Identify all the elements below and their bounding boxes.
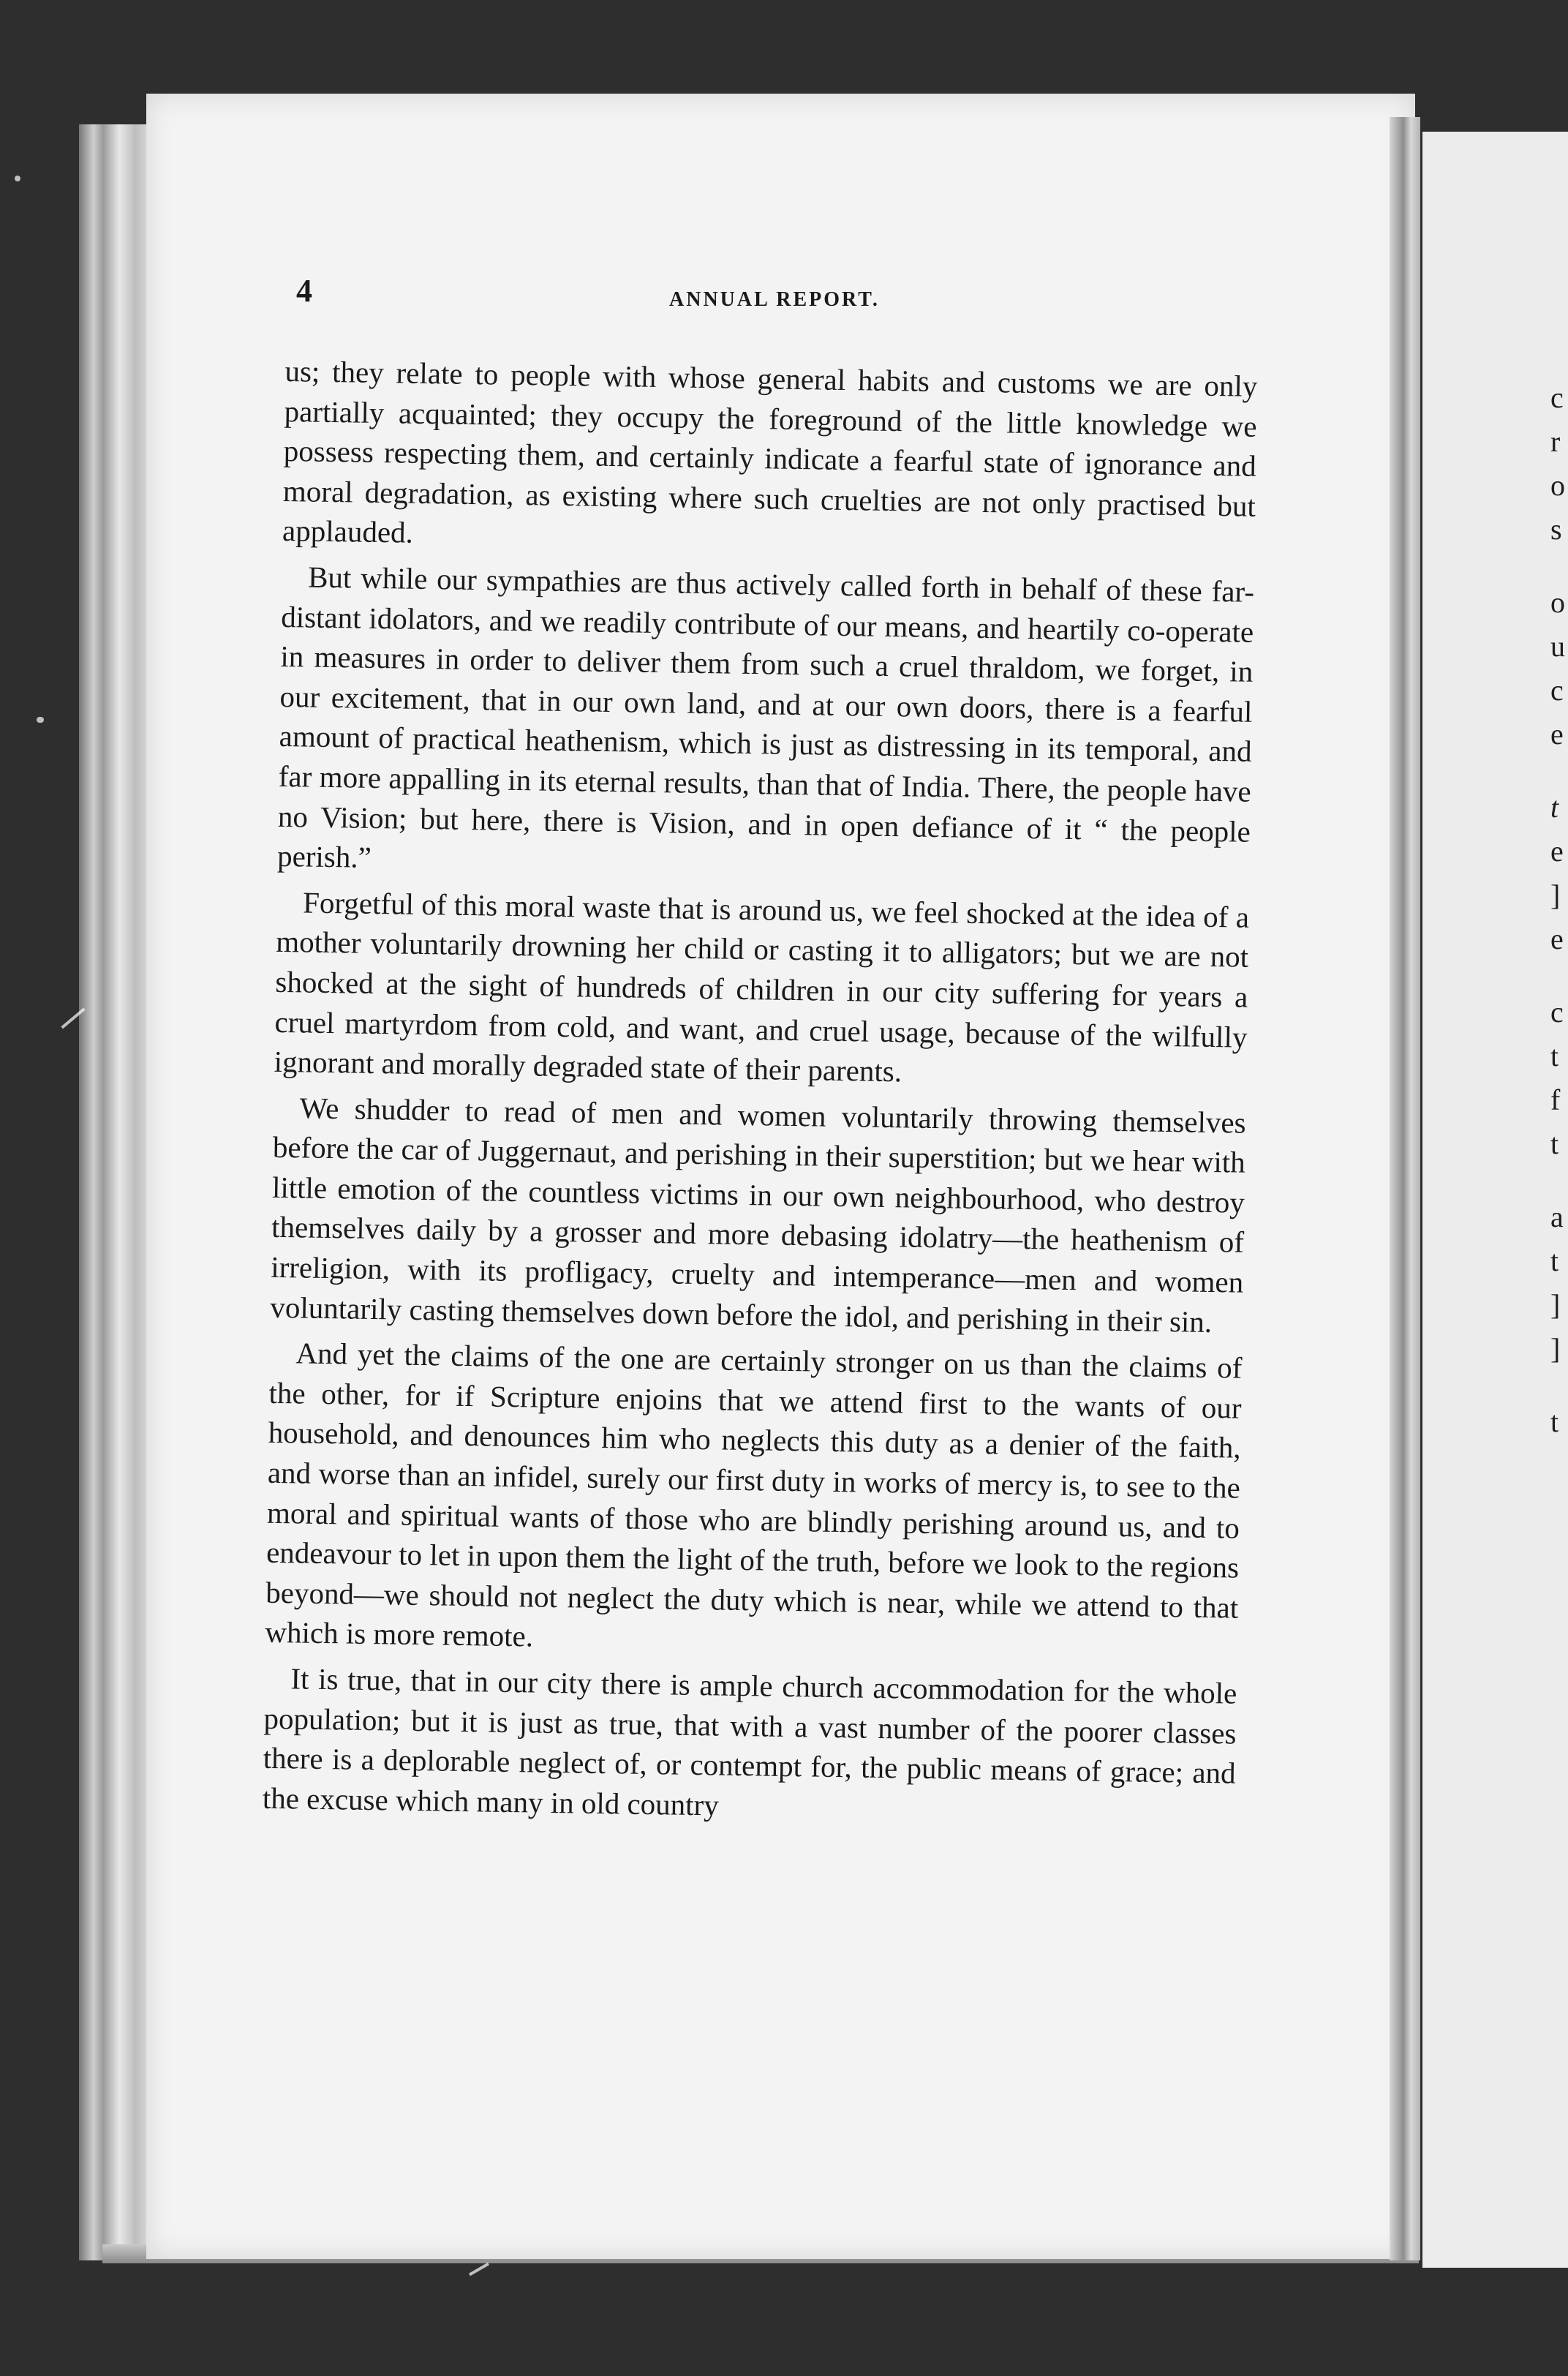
page-header xyxy=(296,272,1273,323)
facing-letter: ] xyxy=(1550,879,1561,911)
running-head: ANNUAL REPORT. xyxy=(669,288,880,311)
facing-page-fragment xyxy=(1422,132,1568,2268)
facing-letter: e xyxy=(1550,835,1564,868)
facing-letter: u xyxy=(1550,630,1565,663)
facing-letter: r xyxy=(1550,425,1561,458)
facing-letter: o xyxy=(1550,469,1565,502)
paragraph-3: Forgetful of this moral waste that is around us, we feel shocked at the idea of a mother voluntarily drowning her child or casting it to alligators; but we are not shocked at the sight of hundreds of children in our city suffering for years a cruel martyrdom from cold, and want, and cruel usage, because of the wilfully ignorant and morally degraded state of their parents. xyxy=(274,885,1250,1089)
paragraph-6: It is true, that in our city there is ample church accommodation for the whole population; but it is just as true, that with a vast number of the poorer classes there is a deplorable neglect of, or contempt for, the public means of grace; and the excuse which many in old country xyxy=(262,1661,1237,1822)
dust-speck xyxy=(15,176,20,181)
facing-letter: c xyxy=(1550,996,1564,1029)
facing-letter: t xyxy=(1550,1127,1559,1160)
facing-letter: e xyxy=(1550,922,1564,955)
facing-letter: o xyxy=(1550,586,1565,619)
facing-letter: ] xyxy=(1550,1288,1561,1321)
facing-letter: t xyxy=(1550,1405,1559,1438)
facing-letter: t xyxy=(1550,791,1559,824)
facing-letter: t xyxy=(1550,1244,1559,1277)
paragraph-2: But while our sympathies are thus actively called forth in behalf of these far-distant idolators, and we readily contribute of our means, and heartily co-operate in measures in order to deliver them from such a cruel thraldom, we forget, in our excitement, that in our own land, and at our own doors, there is a fearful amount of practical heathenism, which is just as distressing in its temporal, and far more appalling in its eternal results, than that of India. There, the people have no Vision; but here, there is Vision, and in open defiance of it “ the people perish.” xyxy=(276,560,1255,875)
page-number: 4 xyxy=(296,273,312,309)
facing-letter: a xyxy=(1550,1200,1564,1233)
page-body-text xyxy=(262,351,1257,1839)
facing-letter: t xyxy=(1550,1040,1559,1072)
book-gutter xyxy=(1390,117,1420,2260)
facing-letter: c xyxy=(1550,381,1564,414)
facing-letter: f xyxy=(1550,1083,1561,1116)
facing-letter: ] xyxy=(1550,1332,1561,1365)
facing-letter: s xyxy=(1550,513,1562,546)
paragraph-4: We shudder to read of men and women voluntarily throwing themselves before the car of Juggernaut, and perishing in their superstition; but we hear with little emotion of the countless victims in our own neighbourhood, who destroy themselves daily by a grosser and more debasing idolatry—the heathenism of irreligion, with its profligacy, cruelty and intemperance—men and women voluntarily casting themselves down before the idol, and perishing in their sin. xyxy=(270,1091,1246,1339)
facing-letter: c xyxy=(1550,674,1564,707)
dust-speck xyxy=(469,2263,489,2276)
paragraph-5: And yet the claims of the one are certainly stronger on us than the claims of the other, for if Scripture enjoins that we attend first to the wants of our household, and denounces him who neglects this duty as a denier of the faith, and worse than an infidel, surely our first duty in works of mercy is, to see to the moral and spiritual wants of those who are blindly perishing around us, and to endeavour to let in upon them the light of the truth, before we look to the regions beyond—we should not neglect the duty which is near, while we attend to that which is more remote. xyxy=(265,1336,1243,1653)
dust-speck xyxy=(37,717,44,723)
paragraph-1: us; they relate to people with whose general habits and customs we are only partially acquainted; they occupy the foreground of the little knowledge we possess respecting them, and certainly indicate a fearful state of ignorance and moral degradation, as existing where such cruelties are not only practised but applauded. xyxy=(282,353,1258,550)
facing-letter: e xyxy=(1550,718,1564,751)
